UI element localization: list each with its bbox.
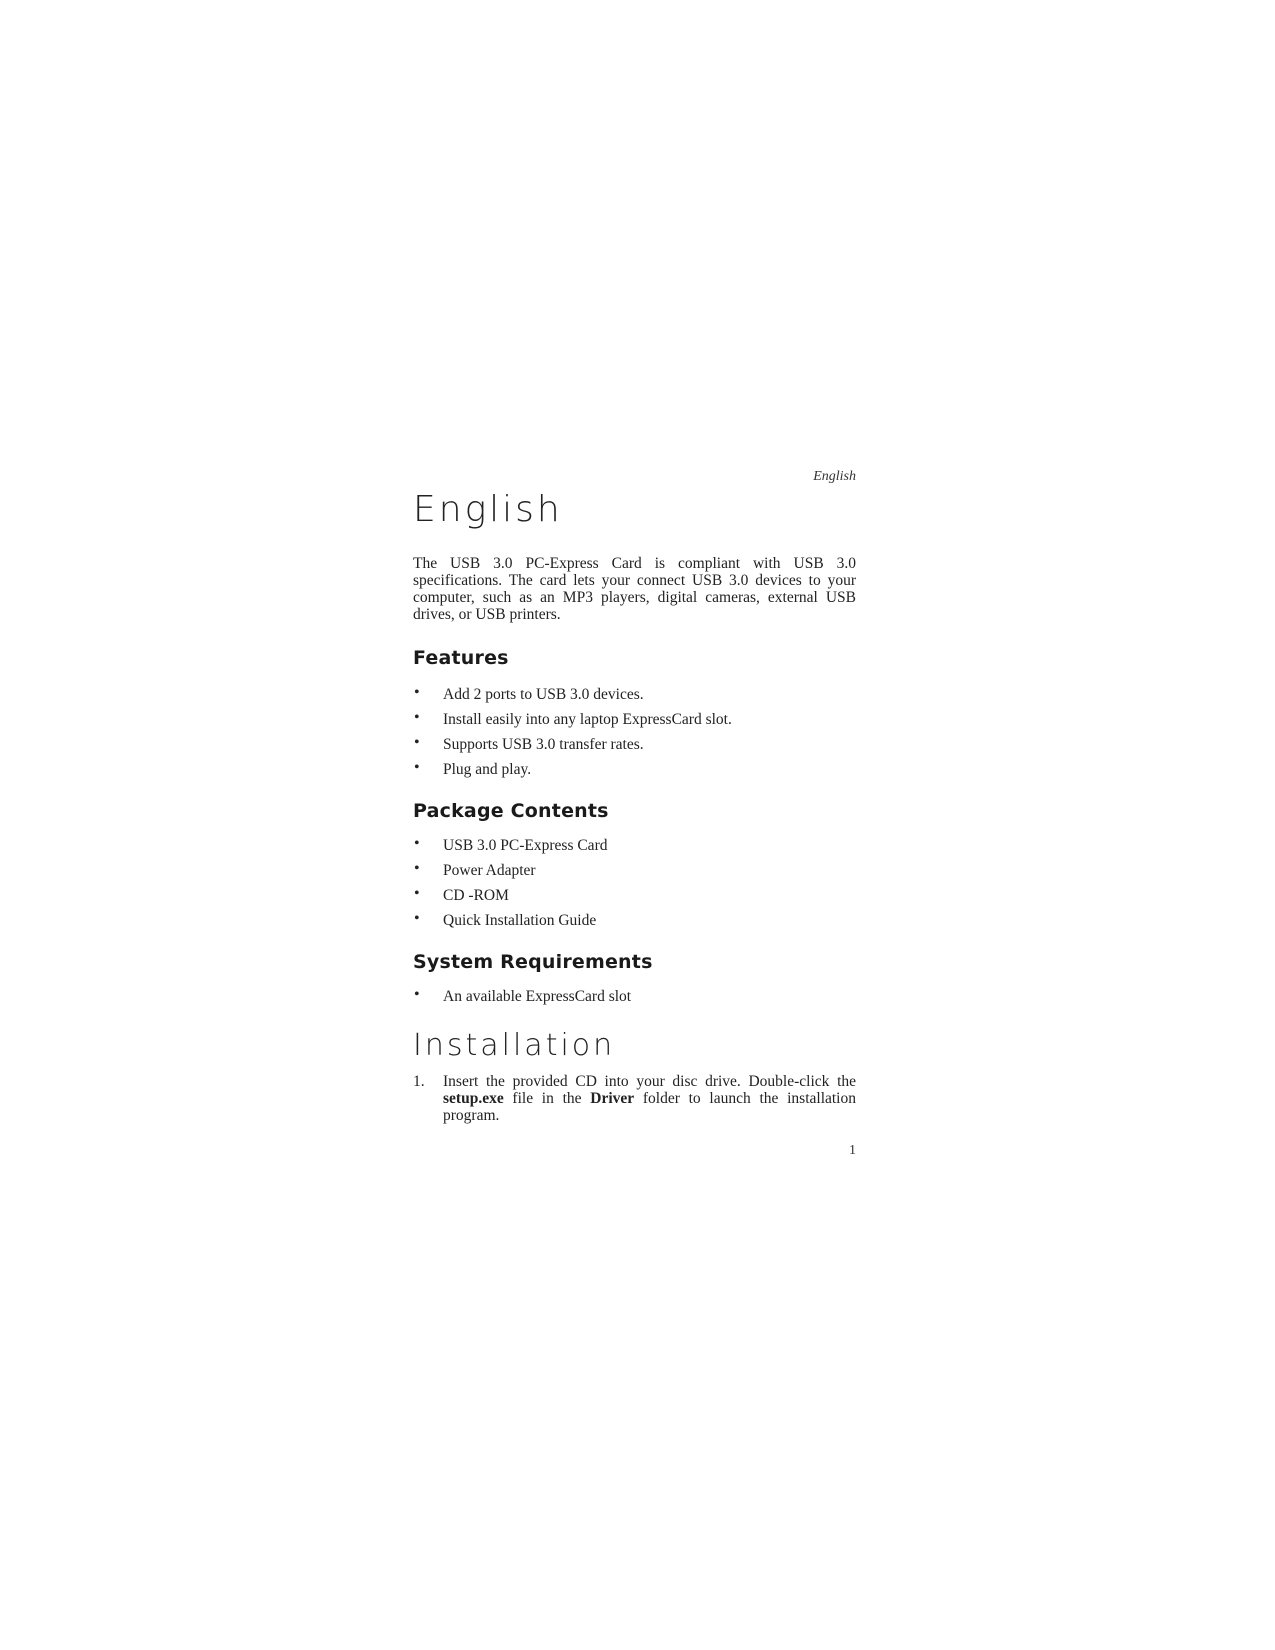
bullet-icon: • [414, 885, 420, 902]
bullet-icon: • [414, 860, 420, 877]
bullet-icon: • [414, 734, 420, 751]
step-number: 1. [413, 1073, 425, 1090]
list-item: • Add 2 ports to USB 3.0 devices. [414, 684, 644, 703]
list-item: • Power Adapter [414, 860, 536, 879]
page-number: 1 [849, 1143, 856, 1158]
list-item: • CD -ROM [414, 885, 509, 904]
list-item: • Quick Installation Guide [414, 910, 597, 929]
bullet-icon: • [414, 709, 420, 726]
list-item: • Supports USB 3.0 transfer rates. [414, 734, 644, 753]
features-list [413, 686, 856, 778]
installation-steps [413, 1073, 856, 1124]
system-requirements-list [413, 988, 856, 1005]
list-item: • An available ExpressCard slot [414, 986, 632, 1005]
list-item: • Plug and play. [414, 759, 532, 778]
bullet-icon: • [414, 986, 420, 1003]
document-page [413, 468, 856, 1132]
section-title-english: English [413, 489, 563, 530]
intro-paragraph: The USB 3.0 PC-Express Card is compliant with USB 3.0 specifications. The card lets your connect USB 3.0 devices to your computer, such as an MP3 players, digital cameras, external USB drives, or USB printers. [413, 555, 856, 623]
bullet-icon: • [414, 835, 420, 852]
package-contents-list [413, 837, 856, 929]
heading-system-requirements: System Requirements [413, 951, 653, 973]
folder-name-driver: Driver [590, 1090, 635, 1107]
list-item: • Install easily into any laptop ExpressCard slot. [414, 709, 732, 728]
bullet-icon: • [414, 759, 420, 776]
bullet-icon: • [414, 910, 420, 927]
running-header: English [813, 469, 856, 484]
list-item: 1. Insert the provided CD into your disc drive. Double-click the setup.exe file in the Driver folder to launch the installation program. [413, 1073, 856, 1124]
list-item: • USB 3.0 PC-Express Card [414, 835, 608, 854]
bullet-icon: • [414, 684, 420, 701]
heading-features: Features [413, 647, 509, 669]
heading-package-contents: Package Contents [413, 800, 609, 822]
filename-setup-exe: setup.exe [443, 1090, 504, 1107]
section-title-installation: Installation [413, 1028, 616, 1063]
